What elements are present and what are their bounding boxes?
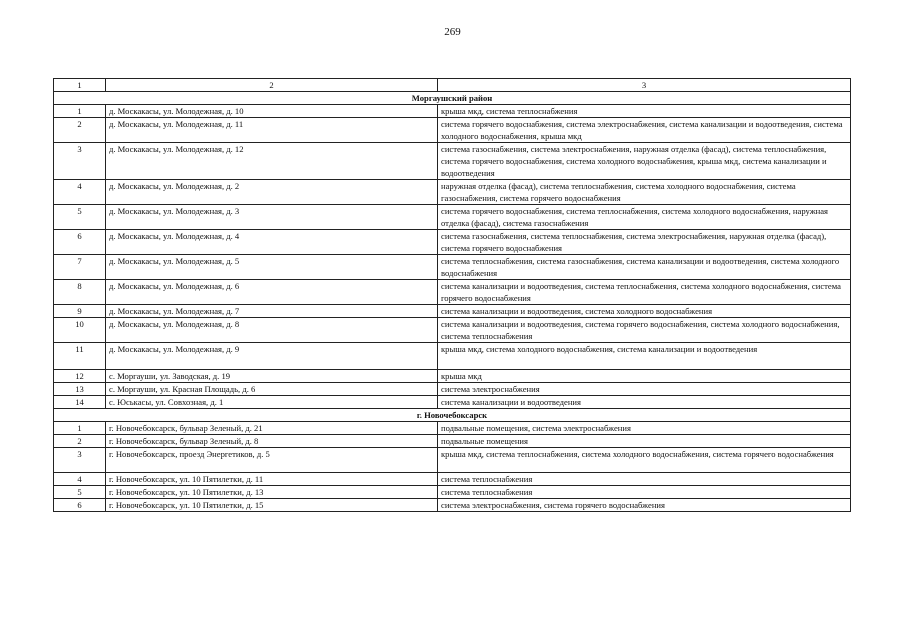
- table-row: [54, 143, 851, 180]
- table-row: [54, 396, 851, 409]
- table-row: [54, 305, 851, 318]
- row-address: г. Новочебоксарск, ул. 10 Пятилетки, д. 15: [106, 499, 438, 512]
- row-systems: система канализации и водоотведения, система холодного водоснабжения: [438, 305, 851, 318]
- row-address: д. Москакасы, ул. Молодежная, д. 8: [106, 318, 438, 343]
- row-systems: подвальные помещения, система электроснабжения: [438, 422, 851, 435]
- repair-table: [53, 78, 851, 512]
- row-systems: система горячего водоснабжения, система электроснабжения, система канализации и водоотведения, система холодного водоснабжения, крыша мкд: [438, 118, 851, 143]
- row-systems: система теплоснабжения: [438, 473, 851, 486]
- column-header-2: 2: [106, 79, 438, 92]
- row-systems: система электроснабжения, система горячего водоснабжения: [438, 499, 851, 512]
- row-address: г. Новочебоксарск, проезд Энергетиков, д. 5: [106, 448, 438, 473]
- section-title: г. Новочебоксарск: [54, 409, 851, 422]
- row-number: 6: [54, 230, 106, 255]
- row-address: д. Москакасы, ул. Молодежная, д. 9: [106, 343, 438, 370]
- table-row: [54, 280, 851, 305]
- table-row: [54, 230, 851, 255]
- row-number: 2: [54, 435, 106, 448]
- row-systems: система газоснабжения, система теплоснабжения, система электроснабжения, наружная отделка (фасад), система горячего водоснабжения: [438, 230, 851, 255]
- row-systems: крыша мкд, система теплоснабжения, система холодного водоснабжения, система горячего водоснабжения: [438, 448, 851, 473]
- row-number: 8: [54, 280, 106, 305]
- row-systems: система горячего водоснабжения, система теплоснабжения, система холодного водоснабжения, наружная отделка (фасад), система газоснабжения: [438, 205, 851, 230]
- row-systems: наружная отделка (фасад), система теплоснабжения, система холодного водоснабжения, система газоснабжения, система горячего водоснабжения: [438, 180, 851, 205]
- row-address: г. Новочебоксарск, бульвар Зеленый, д. 21: [106, 422, 438, 435]
- row-number: 1: [54, 105, 106, 118]
- row-number: 5: [54, 205, 106, 230]
- column-header-1: 1: [54, 79, 106, 92]
- table-row: [54, 105, 851, 118]
- row-address: д. Москакасы, ул. Молодежная, д. 11: [106, 118, 438, 143]
- table-row: [54, 499, 851, 512]
- column-number-row: [54, 79, 851, 92]
- table-row: [54, 343, 851, 370]
- row-address: д. Москакасы, ул. Молодежная, д. 12: [106, 143, 438, 180]
- row-number: 1: [54, 422, 106, 435]
- row-number: 2: [54, 118, 106, 143]
- table-body: [54, 92, 851, 512]
- row-number: 13: [54, 383, 106, 396]
- row-address: д. Москакасы, ул. Молодежная, д. 7: [106, 305, 438, 318]
- row-number: 10: [54, 318, 106, 343]
- table-row: [54, 435, 851, 448]
- table-row: [54, 422, 851, 435]
- row-systems: крыша мкд: [438, 370, 851, 383]
- table-row: [54, 383, 851, 396]
- row-number: 3: [54, 143, 106, 180]
- row-address: д. Москакасы, ул. Молодежная, д. 5: [106, 255, 438, 280]
- row-systems: система канализации и водоотведения: [438, 396, 851, 409]
- row-systems: система электроснабжения: [438, 383, 851, 396]
- row-systems: система канализации и водоотведения, система горячего водоснабжения, система холодного водоснабжения, система теплоснабжения: [438, 318, 851, 343]
- row-systems: система теплоснабжения, система газоснабжения, система канализации и водоотведения, система холодного водоснабжения: [438, 255, 851, 280]
- column-header-3: 3: [438, 79, 851, 92]
- row-number: 11: [54, 343, 106, 370]
- row-systems: система канализации и водоотведения, система теплоснабжения, система холодного водоснабжения, система горячего водоснабжения: [438, 280, 851, 305]
- row-address: г. Новочебоксарск, ул. 10 Пятилетки, д. 13: [106, 486, 438, 499]
- row-number: 4: [54, 473, 106, 486]
- table-row: [54, 180, 851, 205]
- row-address: г. Новочебоксарск, ул. 10 Пятилетки, д. 11: [106, 473, 438, 486]
- row-address: с. Моргауши, ул. Заводская, д. 19: [106, 370, 438, 383]
- row-number: 14: [54, 396, 106, 409]
- table-row: [54, 473, 851, 486]
- row-systems: крыша мкд, система холодного водоснабжения, система канализации и водоотведения: [438, 343, 851, 370]
- row-address: с. Юськасы, ул. Совхозная, д. 1: [106, 396, 438, 409]
- row-systems: подвальные помещения: [438, 435, 851, 448]
- row-number: 7: [54, 255, 106, 280]
- row-address: д. Москакасы, ул. Молодежная, д. 3: [106, 205, 438, 230]
- row-systems: крыша мкд, система теплоснабжения: [438, 105, 851, 118]
- table-row: [54, 255, 851, 280]
- row-systems: система газоснабжения, система электроснабжения, наружная отделка (фасад), система теплоснабжения, система горячего водоснабжения, система холодного водоснабжения, крыша мкд, система канализации и водоотведения: [438, 143, 851, 180]
- row-address: с. Моргауши, ул. Красная Площадь, д. 6: [106, 383, 438, 396]
- section-title: Моргаушский район: [54, 92, 851, 105]
- row-number: 5: [54, 486, 106, 499]
- table-row: [54, 318, 851, 343]
- table-row: [54, 448, 851, 473]
- row-address: г. Новочебоксарск, бульвар Зеленый, д. 8: [106, 435, 438, 448]
- row-number: 9: [54, 305, 106, 318]
- table-row: [54, 205, 851, 230]
- table-row: [54, 370, 851, 383]
- row-address: д. Москакасы, ул. Молодежная, д. 10: [106, 105, 438, 118]
- table-row: [54, 486, 851, 499]
- row-address: д. Москакасы, ул. Молодежная, д. 6: [106, 280, 438, 305]
- row-number: 4: [54, 180, 106, 205]
- row-address: д. Москакасы, ул. Молодежная, д. 2: [106, 180, 438, 205]
- row-systems: система теплоснабжения: [438, 486, 851, 499]
- row-address: д. Москакасы, ул. Молодежная, д. 4: [106, 230, 438, 255]
- table-row: [54, 118, 851, 143]
- row-number: 12: [54, 370, 106, 383]
- row-number: 6: [54, 499, 106, 512]
- row-number: 3: [54, 448, 106, 473]
- section-row: [54, 92, 851, 105]
- section-row: [54, 409, 851, 422]
- page-number: 269: [444, 26, 461, 38]
